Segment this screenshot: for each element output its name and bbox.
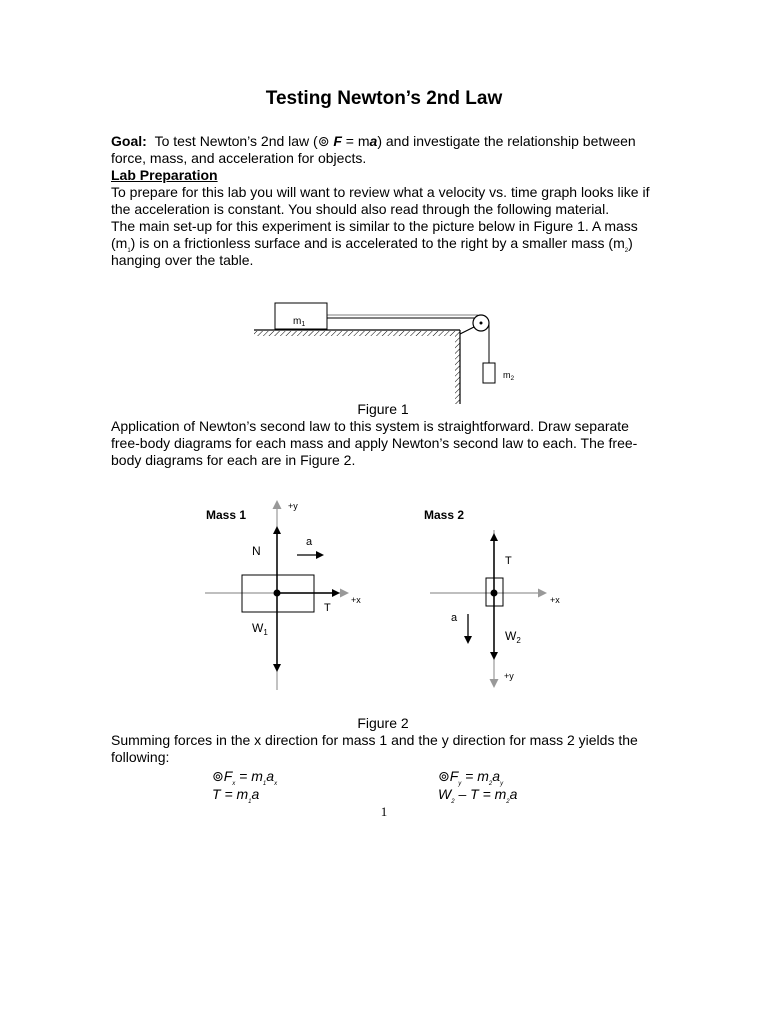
plus-y-label-2: +y [504, 671, 514, 681]
equation-sum-fx: $⊚F_x = m_1a_x$ [212, 768, 278, 787]
figure-1-diagram [250, 298, 530, 408]
goal-sigma: ⊚ [317, 133, 330, 149]
goal-accel: a [369, 133, 378, 149]
a-label-1: a [306, 536, 313, 548]
equation-sum-fy: $⊚F_y = m_2a_y$ [438, 768, 504, 787]
prep-paragraph-1: To prepare for this lab you will want to review what a velocity vs. time graph looks like if the acceleration is constant. You should also read through the following material. [111, 184, 650, 217]
figure-2-caption: Figure 2 [357, 715, 409, 731]
figure-1-caption: Figure 1 [357, 401, 409, 417]
pulley-axle [480, 322, 483, 325]
mass-2-block [483, 363, 495, 383]
goal-force: F [333, 133, 342, 149]
mass-1-title: Mass 1 [206, 508, 247, 522]
sub-1: 1 [127, 247, 131, 254]
mass-2-center [491, 590, 498, 597]
goal-text-start: To test Newton’s 2nd law ( [154, 133, 318, 149]
a-label-2: a [451, 612, 458, 624]
goal-equals: = m [341, 133, 370, 149]
table-leg-hatching [455, 336, 460, 404]
T-label-2: T [505, 555, 512, 567]
equation-t-m1a: $T = m_1a$ [212, 786, 260, 805]
prep-paragraphs [111, 184, 651, 269]
page-title: Testing Newton’s 2nd Law [265, 88, 503, 109]
goal-text-end: ) and investigate the relationship between force, mass, and acceleration for objects. [111, 133, 636, 166]
m2-label: $m_2$ [503, 370, 515, 382]
N-label: N [252, 544, 261, 558]
T-label-1: T [324, 602, 331, 614]
m1-label: $m_1$ [293, 316, 306, 328]
prep-text-c: ) hanging over the table. [111, 235, 633, 268]
prep-text-b: ) is on a frictionless surface and is accelerated to the right by a smaller mass (m [130, 235, 625, 251]
W1-label: $W_1$ [252, 621, 268, 637]
prep-paragraph-2 [111, 218, 651, 269]
table-hatching [254, 331, 460, 336]
equation-w2-minus-t: $W_2 - T = m_2a$ [438, 786, 518, 805]
figure-2-diagram [200, 490, 580, 700]
plus-y-label-1: +y [288, 501, 298, 511]
prep-text-a: The main set-up for this experiment is similar to the picture below in Figure 1. A mass (m [111, 218, 638, 251]
page-number: 1 [380, 804, 388, 819]
mass-2-title: Mass 2 [424, 508, 465, 522]
plus-x-label-1: +x [351, 595, 361, 605]
summing-paragraph: Summing forces in the x direction for mass 1 and the y direction for mass 2 yields the following: [111, 732, 638, 765]
application-paragraph: Application of Newton’s second law to this system is straightforward. Draw separate free-body diagrams for each mass and apply Newton’s second law to each. The free-body diagrams for each are in Figure 2. [111, 418, 638, 468]
plus-x-label-2: +x [550, 595, 560, 605]
mass-1-center [274, 590, 281, 597]
W2-label: $W_2$ [505, 629, 521, 645]
lab-prep-heading: Lab Preparation [111, 167, 218, 183]
goal-label: Goal: [111, 133, 147, 149]
goal-paragraph [111, 133, 651, 167]
sub-2: 2 [624, 247, 629, 254]
